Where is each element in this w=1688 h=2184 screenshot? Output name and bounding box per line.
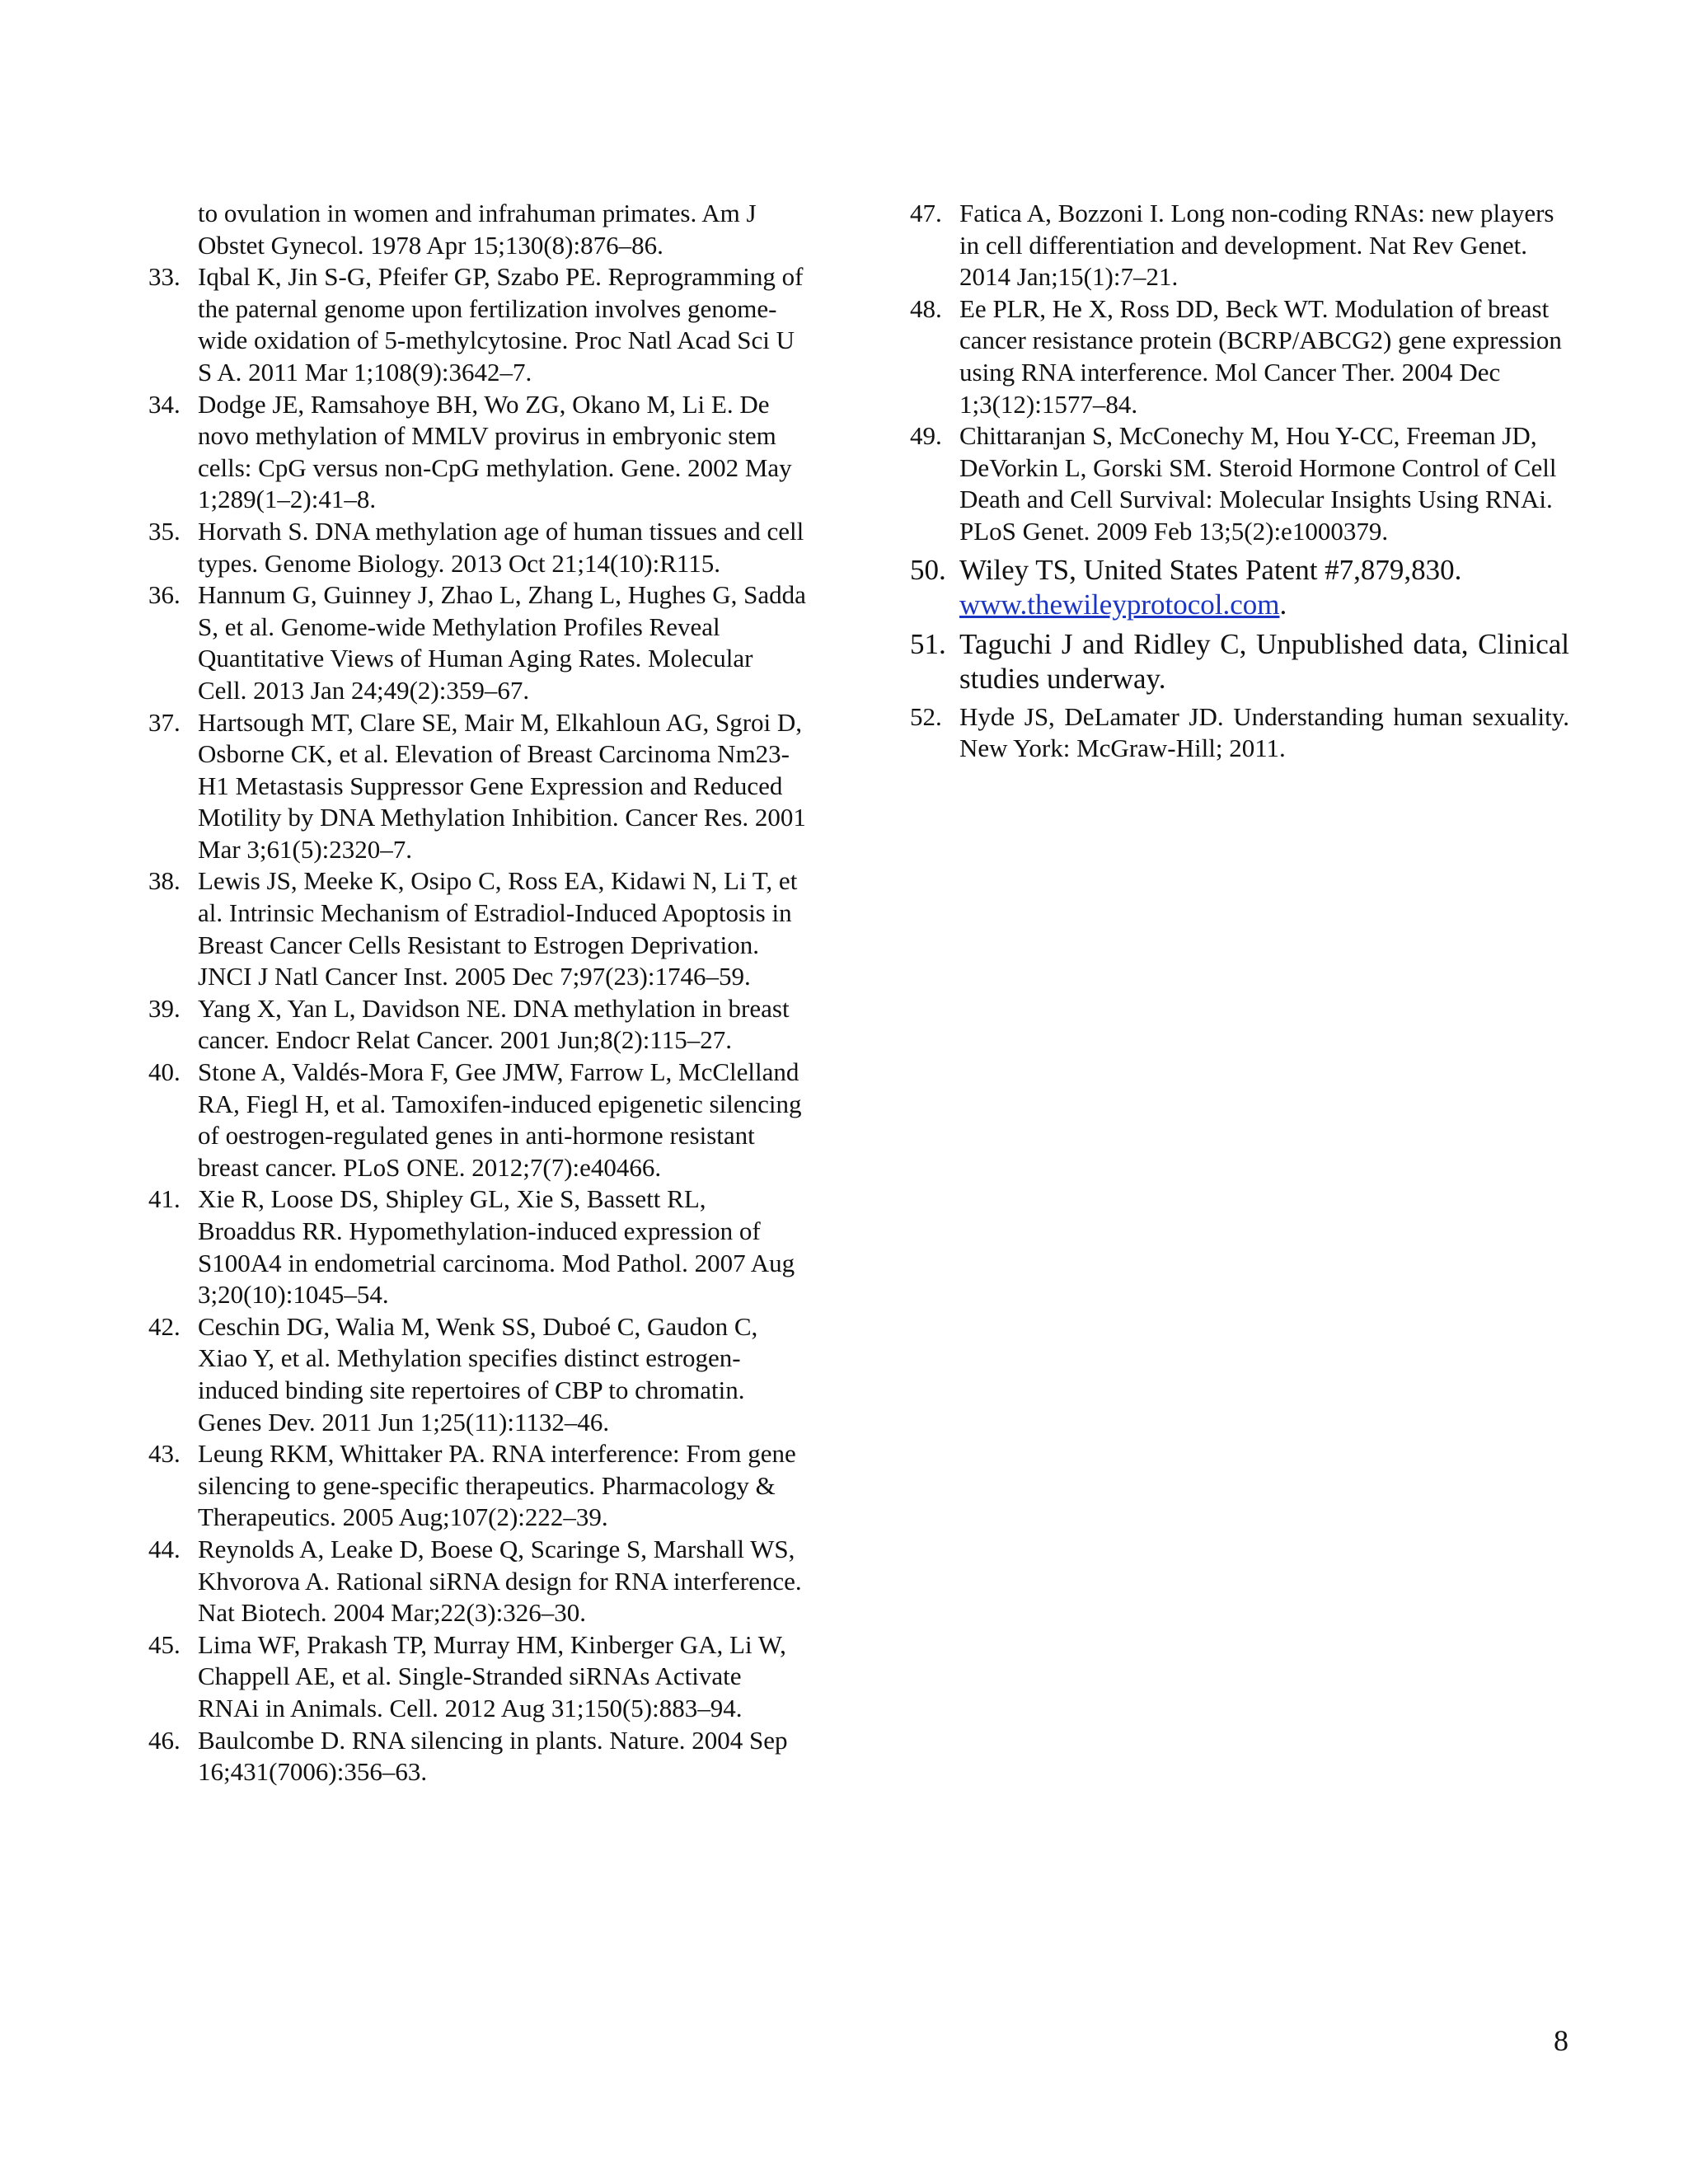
references-right-column (910, 198, 1569, 765)
reference-number: 48. (910, 293, 942, 323)
reference-text-period: . (1279, 588, 1287, 621)
reference-number: 42. (148, 1311, 181, 1341)
reference-number: 35. (148, 516, 181, 546)
references-left-column (148, 198, 808, 1788)
reference-item-49 (910, 420, 1569, 547)
reference-text: Yang X, Yan L, Davidson NE. DNA methylation in breast cancer. Endocr Relat Cancer. 2001 Jun;8(2):115–27. (198, 993, 790, 1055)
reference-item-40 (148, 1057, 808, 1183)
reference-text: Ee PLR, He X, Ross DD, Beck WT. Modulation of breast cancer resistance protein (BCRP/ABCG2) gene expression using RNA interference. Mol Cancer Ther. 2004 Dec 1;3(12):1577–84. (959, 293, 1562, 419)
reference-number: 45. (148, 1629, 181, 1659)
reference-number: 49. (910, 421, 942, 451)
reference-item-41 (148, 1183, 808, 1310)
reference-text: Wiley TS, United States Patent #7,879,830. (959, 553, 1462, 586)
reference-number: 41. (148, 1184, 181, 1214)
reference-item-34 (148, 389, 808, 516)
reference-item-33 (148, 261, 808, 388)
reference-item-43 (148, 1438, 808, 1534)
reference-item-44 (148, 1534, 808, 1629)
reference-item-48 (910, 293, 1569, 420)
reference-item-35 (148, 516, 808, 579)
reference-text: Chittaranjan S, McConechy M, Hou Y-CC, Freeman JD, DeVorkin L, Gorski SM. Steroid Hormone Control of Cell Death and Cell Survival: Molecular Insights Using RNAi. PLoS Genet. 2009 Feb 13;5(2):e1000379. (959, 421, 1557, 546)
page-number: 8 (1554, 2024, 1568, 2057)
reference-text: Taguchi J and Ridley C, Unpublished data, Clinical studies underway. (959, 627, 1569, 695)
reference-number: 40. (148, 1057, 181, 1087)
reference-text: Iqbal K, Jin S-G, Pfeifer GP, Szabo PE. Reprogramming of the paternal genome upon fertilization involves genome-wide oxidation of 5-methylcytosine. Proc Natl Acad Sci U S A. 2011 Mar 1;108(9):3642–7. (198, 262, 804, 387)
reference-text: Lima WF, Prakash TP, Murray HM, Kinberger GA, Li W, Chappell AE, et al. Single-Stranded siRNAs Activate RNAi in Animals. Cell. 2012 Aug 31;150(5):883–94. (198, 1629, 786, 1722)
reference-text: Leung RKM, Whittaker PA. RNA interference: From gene silencing to gene-specific therapeutics. Pharmacology & Therapeutics. 2005 Aug;107(2):222–39. (198, 1439, 796, 1532)
reference-item-46 (148, 1725, 808, 1788)
reference-item-50 (910, 553, 1569, 622)
reference-item-36 (148, 579, 808, 706)
reference-number: 44. (148, 1534, 181, 1563)
reference-item-39 (148, 993, 808, 1057)
reference-number: 50. (910, 553, 946, 586)
reference-continuation: to ovulation in women and infrahuman primates. Am J Obstet Gynecol. 1978 Apr 15;130(8):876–86. (198, 199, 757, 260)
reference-number: 43. (148, 1439, 181, 1469)
reference-text: Baulcombe D. RNA silencing in plants. Nature. 2004 Sep 16;431(7006):356–63. (198, 1725, 788, 1787)
reference-number: 39. (148, 993, 181, 1023)
reference-number: 36. (148, 580, 181, 610)
reference-item-45 (148, 1629, 808, 1725)
reference-text: Hartsough MT, Clare SE, Mair M, Elkahloun AG, Sgroi D, Osborne CK, et al. Elevation of Breast Carcinoma Nm23-H1 Metastasis Suppressor Gene Expression and Reduced Motility by DNA Methylation Inhibition. Cancer Res. 2001 Mar 3;61(5):2320–7. (198, 707, 806, 864)
reference-text: Fatica A, Bozzoni I. Long non-coding RNAs: new players in cell differentiation and development. Nat Rev Genet. 2014 Jan;15(1):7–21. (959, 199, 1554, 292)
reference-text: Xie R, Loose DS, Shipley GL, Xie S, Bassett RL, Broaddus RR. Hypomethylation-induced expression of S100A4 in endometrial carcinoma. Mod Pathol. 2007 Aug 3;20(10):1045–54. (198, 1184, 795, 1310)
reference-text: Hannum G, Guinney J, Zhao L, Zhang L, Hughes G, Sadda S, et al. Genome-wide Methylation Profiles Reveal Quantitative Views of Human Aging Rates. Molecular Cell. 2013 Jan 24;49(2):359–67. (198, 580, 806, 705)
reference-text: Dodge JE, Ramsahoye BH, Wo ZG, Okano M, Li E. De novo methylation of MMLV provirus in embryonic stem cells: CpG versus non-CpG methylation. Gene. 2002 May 1;289(1–2):41–8. (198, 389, 792, 514)
reference-number: 37. (148, 707, 181, 737)
reference-number: 33. (148, 262, 181, 292)
reference-text: Horvath S. DNA methylation age of human tissues and cell types. Genome Biology. 2013 Oct 21;14(10):R115. (198, 516, 804, 578)
wiley-protocol-link[interactable]: www.thewileyprotocol.com (959, 588, 1280, 621)
reference-item-47 (910, 198, 1569, 293)
reference-text: Stone A, Valdés-Mora F, Gee JMW, Farrow L, McClelland RA, Fiegl H, et al. Tamoxifen-induced epigenetic silencing of oestrogen-regulated genes in anti-hormone resistant breast cancer. PLoS ONE. 2012;7(7):e40466. (198, 1057, 802, 1182)
reference-list (910, 198, 1569, 548)
reference-text: Hyde JS, DeLamater JD. Understanding human sexuality. New York: McGraw-Hill; 2011. (959, 701, 1569, 763)
reference-text: Lewis JS, Meeke K, Osipo C, Ross EA, Kidawi N, Li T, et al. Intrinsic Mechanism of Estradiol-Induced Apoptosis in Breast Cancer Cells Resistant to Estrogen Deprivation. JNCI J Natl Cancer Inst. 2005 Dec 7;97(23):1746–59. (198, 866, 798, 991)
reference-item-42 (148, 1311, 808, 1438)
reference-number: 34. (148, 389, 181, 419)
reference-number: 47. (910, 199, 942, 227)
reference-number: 38. (148, 866, 181, 896)
reference-number: 52. (910, 701, 942, 731)
reference-item-52 (910, 701, 1569, 765)
reference-text: Ceschin DG, Walia M, Wenk SS, Duboé C, Gaudon C, Xiao Y, et al. Methylation specifies distinct estrogen-induced binding site repertoires of CBP to chromatin. Genes Dev. 2011 Jun 1;25(11):1132–46. (198, 1311, 758, 1436)
reference-item-38 (148, 865, 808, 992)
reference-item-51 (910, 627, 1569, 696)
reference-item-37 (148, 707, 808, 866)
reference-text: Reynolds A, Leake D, Boese Q, Scaringe S, Marshall WS, Khvorova A. Rational siRNA design for RNA interference. Nat Biotech. 2004 Mar;22(3):326–30. (198, 1534, 802, 1628)
reference-number: 46. (148, 1725, 181, 1755)
reference-number: 51. (910, 627, 946, 660)
